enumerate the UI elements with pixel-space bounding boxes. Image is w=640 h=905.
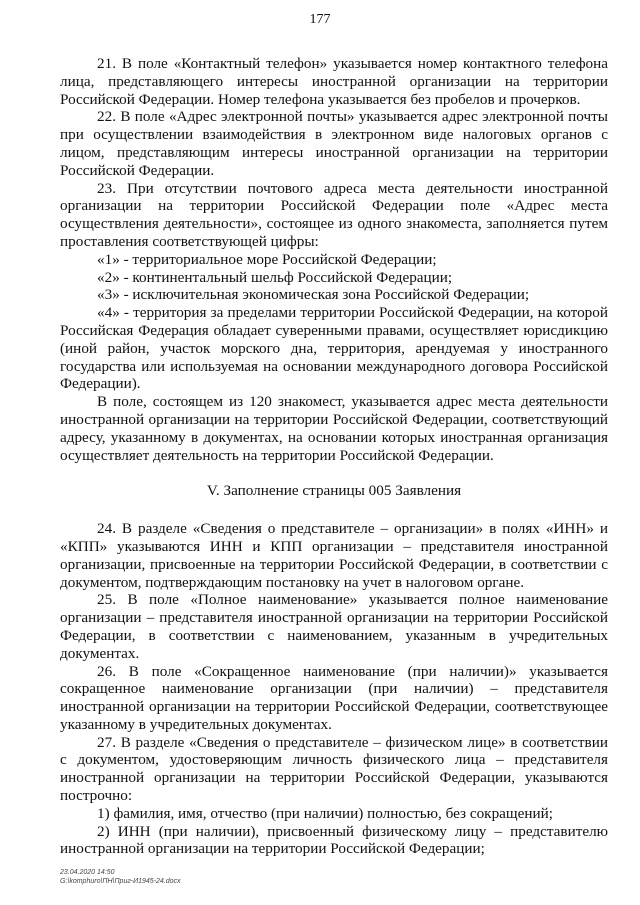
paragraph-23-option-1: «1» - территориальное море Российской Федерации;: [97, 250, 437, 268]
document-body: [60, 55, 608, 858]
file-footer: [60, 868, 181, 886]
footer-timestamp: 23.04.2020 14:50: [60, 869, 115, 876]
paragraph-25: 25. В поле «Полное наименование» указывается полное наименование организации – представителя иностранной организации на территории Российской Федерации, в соответствии с наименованием, указанным в учредительных документах.: [60, 591, 608, 662]
paragraph-27: 27. В разделе «Сведения о представителе – физическом лице» в соответствии с документом, удостоверяющим личность физического лица – представителя иностранной организации на территории Российской Федерации, указываются построчно:: [60, 733, 608, 805]
paragraph-24: 24. В разделе «Сведения о представителе – организации» в полях «ИНН» и «КПП» указываются ИНН и КПП организации – представителя иностранной организации, присвоенные на территории Российской Федерации, в соответствии с документом, подтверждающим постановку на учет в налоговом органе.: [60, 520, 608, 591]
page-number: 177: [309, 12, 331, 27]
footer-file-path: G:\komphuro\ПН\Приг-И1945-24.docx: [60, 878, 181, 885]
paragraph-23-option-2: «2» - континентальный шельф Российской Федерации;: [97, 268, 453, 286]
paragraph-21: 21. В поле «Контактный телефон» указывается номер контактного телефона лица, представляющего интересы иностранной организации на территории Российской Федерации. Номер телефона указывается без пробелов и прочерков.: [60, 55, 608, 108]
paragraph-23: 23. При отсутствии почтового адреса места деятельности иностранной организации на территории Российской Федерации поле «Адрес места осуществления деятельности», состоящее из одного знакоместа, заполняется путем проставления соответствующей цифры:: [60, 179, 608, 250]
paragraph-27-item-1: 1) фамилия, имя, отчество (при наличии) полностью, без сокращений;: [97, 804, 553, 822]
paragraph-27-item-2: 2) ИНН (при наличии), присвоенный физическому лицу – представителю иностранной организации на территории Российской Федерации;: [60, 822, 608, 858]
paragraph-23-option-3: «3» - исключительная экономическая зона Российской Федерации;: [97, 286, 530, 304]
paragraph-23-address-field: В поле, состоящем из 120 знакомест, указывается адрес места деятельности иностранной организации на территории Российской Федерации, соответствующий адресу, указанному в документах, на основании которых иностранная организация осуществляет деятельность на территории Российской Федерации.: [60, 393, 608, 464]
section-title: V. Заполнение страницы 005 Заявления: [206, 482, 462, 500]
paragraph-22: 22. В поле «Адрес электронной почты» указывается адрес электронной почты при осуществлении взаимодействия в электронном виде налоговых органов с лицом, представляющим интересы иностранной организации на территории Российской Федерации.: [60, 108, 608, 179]
paragraph-26: 26. В поле «Сокращенное наименование (при наличии)» указывается сокращенное наименование организации (при наличии) – представителя иностранной организации на территории Российской Федерации, соответствующее указанному в учредительных документах.: [60, 662, 608, 733]
paragraph-23-option-4: «4» - территория за пределами территории Российской Федерации, на которой Российская Федерация обладает суверенными правами, осуществляет юрисдикцию (иной район, участок морского дна, территория, арендуемая у иностранного государства или используемая на основании международного договора Российской Федерации).: [60, 304, 608, 393]
